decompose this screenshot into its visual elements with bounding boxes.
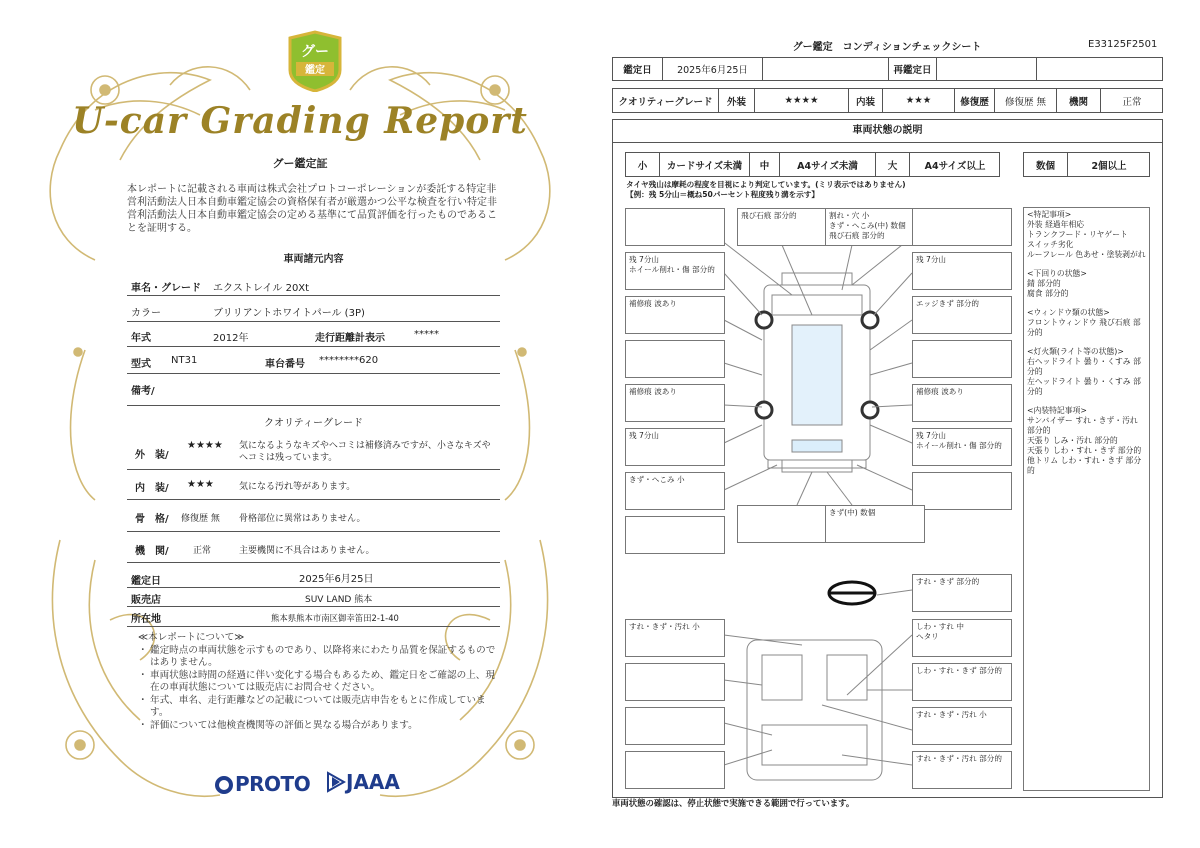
- info-shop-value: SUV LAND 熊本: [305, 595, 373, 605]
- ext-box-left-4: [625, 340, 725, 378]
- ext-box-right-6: 残 7分山 ホイール削れ・傷 部分的: [912, 428, 1012, 466]
- grade-exterior-label: 外装: [719, 89, 755, 112]
- spec-year-label: 年式: [131, 333, 151, 344]
- grade-row: [612, 88, 1163, 113]
- quality-title: クオリティーグレード: [264, 418, 363, 429]
- ext-box-left-2: 残 7分山 ホイール削れ・傷 部分的: [625, 252, 725, 290]
- note-item: ・ 車両状態は時間の経過に伴い変化する場合もあるため、鑑定日をご確認の上、現在の車両状態については販売店にお問合せください。: [138, 669, 495, 693]
- info-address-value: 熊本県熊本市南区御幸笛田2-1-40: [271, 613, 399, 623]
- badge-line1: グー: [301, 44, 329, 60]
- int-box-left-3: [625, 707, 725, 745]
- spec-row-color: [127, 296, 500, 322]
- ext-box-left-5: 補修痕 波あり: [625, 384, 725, 422]
- info-row-address: [127, 607, 500, 627]
- quality-frame-label: 骨 格/: [135, 514, 169, 525]
- ext-box-right-4: [912, 340, 1012, 378]
- ext-box-left-8: [625, 516, 725, 554]
- spec-name-label: 車名・グレード: [131, 283, 201, 294]
- size-large-desc: A4サイズ以上: [924, 160, 986, 172]
- ext-box-fl-top: [625, 208, 725, 246]
- spec-row-year: [127, 322, 500, 347]
- notes-group-windows: <ウィンドウ類の状態> フロントウィンドウ 飛び石痕 部分的: [1027, 308, 1141, 337]
- grade-exterior-value: ★★★★: [755, 89, 849, 112]
- notes-title: ≪本レポートについて≫: [138, 632, 245, 643]
- quality-row-engine: [127, 532, 500, 563]
- certificate-intro: 本レポートに記載される車両は株式会社プロトコーポレーションが委託する特定非営利活動法人日本自動車鑑定協会の資格保有者が厳選かつ公平な検査を行い特定非営利活動法人日本自動車鑑定協会の定める基準にて品質評価を行ったものであることを証明する。: [127, 184, 497, 234]
- ext-box-right-5: 補修痕 波あり: [912, 384, 1012, 422]
- proto-logo: PROTO: [215, 772, 310, 796]
- sheet-title: グー鑑定 コンディションチェックシート: [792, 42, 982, 53]
- int-box-steering: すれ・きず 部分的: [912, 574, 1012, 612]
- steering-wheel-icon: [829, 582, 875, 604]
- sheet-id: E33125F2501: [1088, 39, 1158, 50]
- ext-box-right-7: [912, 472, 1012, 510]
- quality-interior-label: 内 装/: [135, 483, 169, 494]
- grade-engine-value: 正常: [1122, 96, 1142, 108]
- date-label: 鑑定日: [613, 58, 663, 80]
- special-notes: [1023, 207, 1150, 791]
- badge-line2: 鑑定: [305, 65, 325, 76]
- ext-box-left-6: 残 7分山: [625, 428, 725, 466]
- quality-exterior-label: 外 装/: [135, 450, 169, 461]
- quality-row-exterior: [127, 432, 500, 470]
- info-row-date: [127, 568, 500, 588]
- info-date-value: 2025年6月25日: [299, 574, 374, 585]
- size-small: 小: [626, 153, 660, 176]
- notes-group-lights: <灯火類(ライト等の状態)> 右ヘッドライト 曇り・くすみ 部分的 左ヘッドライト 曇り・くすみ 部分的: [1027, 347, 1141, 396]
- ext-box-left-3: 補修痕 波あり: [625, 296, 725, 334]
- grade-interior-label: 内装: [849, 89, 883, 112]
- tread-note: タイヤ残山は摩耗の程度を目視により判定しています。(ミリ表示ではありません) 【例：残 5分山＝概ね50パーセント程度残り溝を示す】: [626, 180, 906, 199]
- spec-remarks-label: 備考/: [131, 386, 155, 397]
- quality-engine-value: 正常: [193, 546, 212, 556]
- date-blank: [763, 58, 889, 80]
- info-shop-label: 販売店: [131, 595, 161, 606]
- quality-row-frame: [127, 500, 500, 532]
- ext-box-rear-mid: [737, 505, 837, 543]
- spec-mileage-value: *****: [414, 329, 439, 340]
- ext-box-right-3: エッジきず 部分的: [912, 296, 1012, 334]
- spec-mileage-label: 走行距離計表示: [315, 333, 385, 344]
- spec-model-value: NT31: [171, 355, 198, 366]
- size-small-desc: カードサイズ未満: [660, 153, 750, 176]
- date-row: [612, 57, 1163, 81]
- quality-interior-stars: ★★★: [187, 479, 214, 490]
- info-date-label: 鑑定日: [131, 576, 161, 587]
- jaaa-logo: JAAA: [326, 770, 400, 794]
- goo-kantei-badge-icon: [286, 30, 344, 92]
- grade-label: クオリティーグレード: [613, 89, 719, 112]
- quality-frame-text: 骨格部位に異常はありません。: [239, 514, 366, 524]
- grade-repair-value: 修復歴 無: [995, 89, 1057, 112]
- count-label: 数個: [1024, 153, 1068, 176]
- proto-mark-icon: [215, 776, 233, 794]
- quality-exterior-text: 気になるようなキズやヘコミは補修済みですが、小さなキズやヘコミは残っています。: [239, 441, 491, 463]
- int-box-left-4: [625, 751, 725, 789]
- reinspect-blank: [1037, 58, 1163, 80]
- note-item: ・ 評価については他検査機関等の評価と異なる場合があります。: [138, 719, 418, 731]
- ext-box-left-7: きず・へこみ 小: [625, 472, 725, 510]
- notes-group-underbody: <下回りの状態> 錆 部分的 腐食 部分的: [1027, 269, 1087, 298]
- info-address-label: 所在地: [131, 614, 161, 625]
- quality-engine-label: 機 関/: [135, 546, 169, 557]
- int-box-right-3: すれ・きず・汚れ 小: [912, 707, 1012, 745]
- count-legend: [1023, 152, 1150, 177]
- int-box-right-2: しわ・すれ・きず 部分的: [912, 663, 1012, 701]
- spec-name-value: エクストレイル 20Xt: [213, 283, 310, 294]
- date-value: 2025年6月25日: [663, 58, 763, 80]
- sheet-footer: 車両状態の確認は、停止状態で実施できる範囲で行っています。: [612, 798, 855, 808]
- int-box-left-2: [625, 663, 725, 701]
- int-box-left-1: すれ・きず・汚れ 小: [625, 619, 725, 657]
- ext-box-fr-top: [912, 208, 1012, 246]
- notes-group-special: <特記事項> 外装 経過年相応 トランクフード・リヤゲート スイッチ劣化 ルーフレール 色あせ・塗装剥がれ: [1027, 210, 1146, 259]
- report-notes: [138, 632, 498, 732]
- jaaa-mark-icon: [326, 771, 346, 793]
- report-title: U-car Grading Report: [72, 100, 528, 142]
- spec-chassis-value: ********620: [319, 355, 379, 366]
- condition-title: 車両状態の説明: [612, 119, 1163, 143]
- size-large: 大: [876, 153, 910, 176]
- ext-box-front-mid: 飛び石痕 部分的: [737, 208, 837, 246]
- int-box-right-4: すれ・きず・汚れ 部分的: [912, 751, 1012, 789]
- ext-box-rear-right: きず(中) 数個: [825, 505, 925, 543]
- reinspect-label: 再鑑定日: [889, 58, 937, 80]
- spec-row-name: [127, 270, 500, 296]
- quality-interior-text: 気になる汚れ等があります。: [239, 482, 356, 492]
- count-desc: 2個以上: [1091, 160, 1127, 172]
- size-medium-desc: A4サイズ未満: [780, 153, 876, 176]
- grade-repair-label: 修復歴: [955, 89, 995, 112]
- spec-year-value: 2012年: [213, 333, 249, 344]
- reinspect-value: [937, 58, 1037, 80]
- note-item: ・ 年式、車名、走行距離などの記載については販売店申告をもとに作成しています。: [138, 694, 486, 718]
- grade-engine-label: 機関: [1057, 89, 1101, 112]
- spec-color-value: ブリリアントホワイトパール (3P): [213, 308, 365, 319]
- specs-title: 車両諸元内容: [283, 254, 344, 265]
- spec-row-remarks: [127, 374, 500, 406]
- note-item: ・ 鑑定時点の車両状態を示すものであり、以降将来にわたり品質を保証するものではありません。: [138, 644, 496, 668]
- quality-engine-text: 主要機関に不具合はありません。: [239, 546, 375, 556]
- ext-box-front-right: 割れ・穴 小 きず・へこみ(中) 数個 飛び石痕 部分的: [825, 208, 925, 246]
- int-box-right-1: しわ・すれ 中 へタリ: [912, 619, 1012, 657]
- spec-color-label: カラー: [131, 308, 161, 319]
- quality-row-interior: [127, 470, 500, 500]
- ext-box-right-2: 残 7分山: [912, 252, 1012, 290]
- info-row-shop: [127, 588, 500, 607]
- notes-group-interior: <内装特記事項> サンバイザー すれ・きず・汚れ 部分的 天張り しみ・汚れ 部分的 天張り しわ・すれ・きず 部分的 他トリム しわ・すれ・きず 部分的: [1027, 406, 1142, 475]
- quality-frame-value: 修復歴 無: [181, 514, 220, 524]
- spec-row-model: [127, 347, 500, 374]
- spec-model-label: 型式: [131, 359, 151, 370]
- quality-exterior-stars: ★★★★: [187, 440, 223, 451]
- spec-chassis-label: 車台番号: [265, 359, 305, 370]
- grade-interior-value: ★★★: [883, 89, 955, 112]
- size-medium: 中: [750, 153, 780, 176]
- certificate-subtitle: グー鑑定証: [272, 157, 328, 170]
